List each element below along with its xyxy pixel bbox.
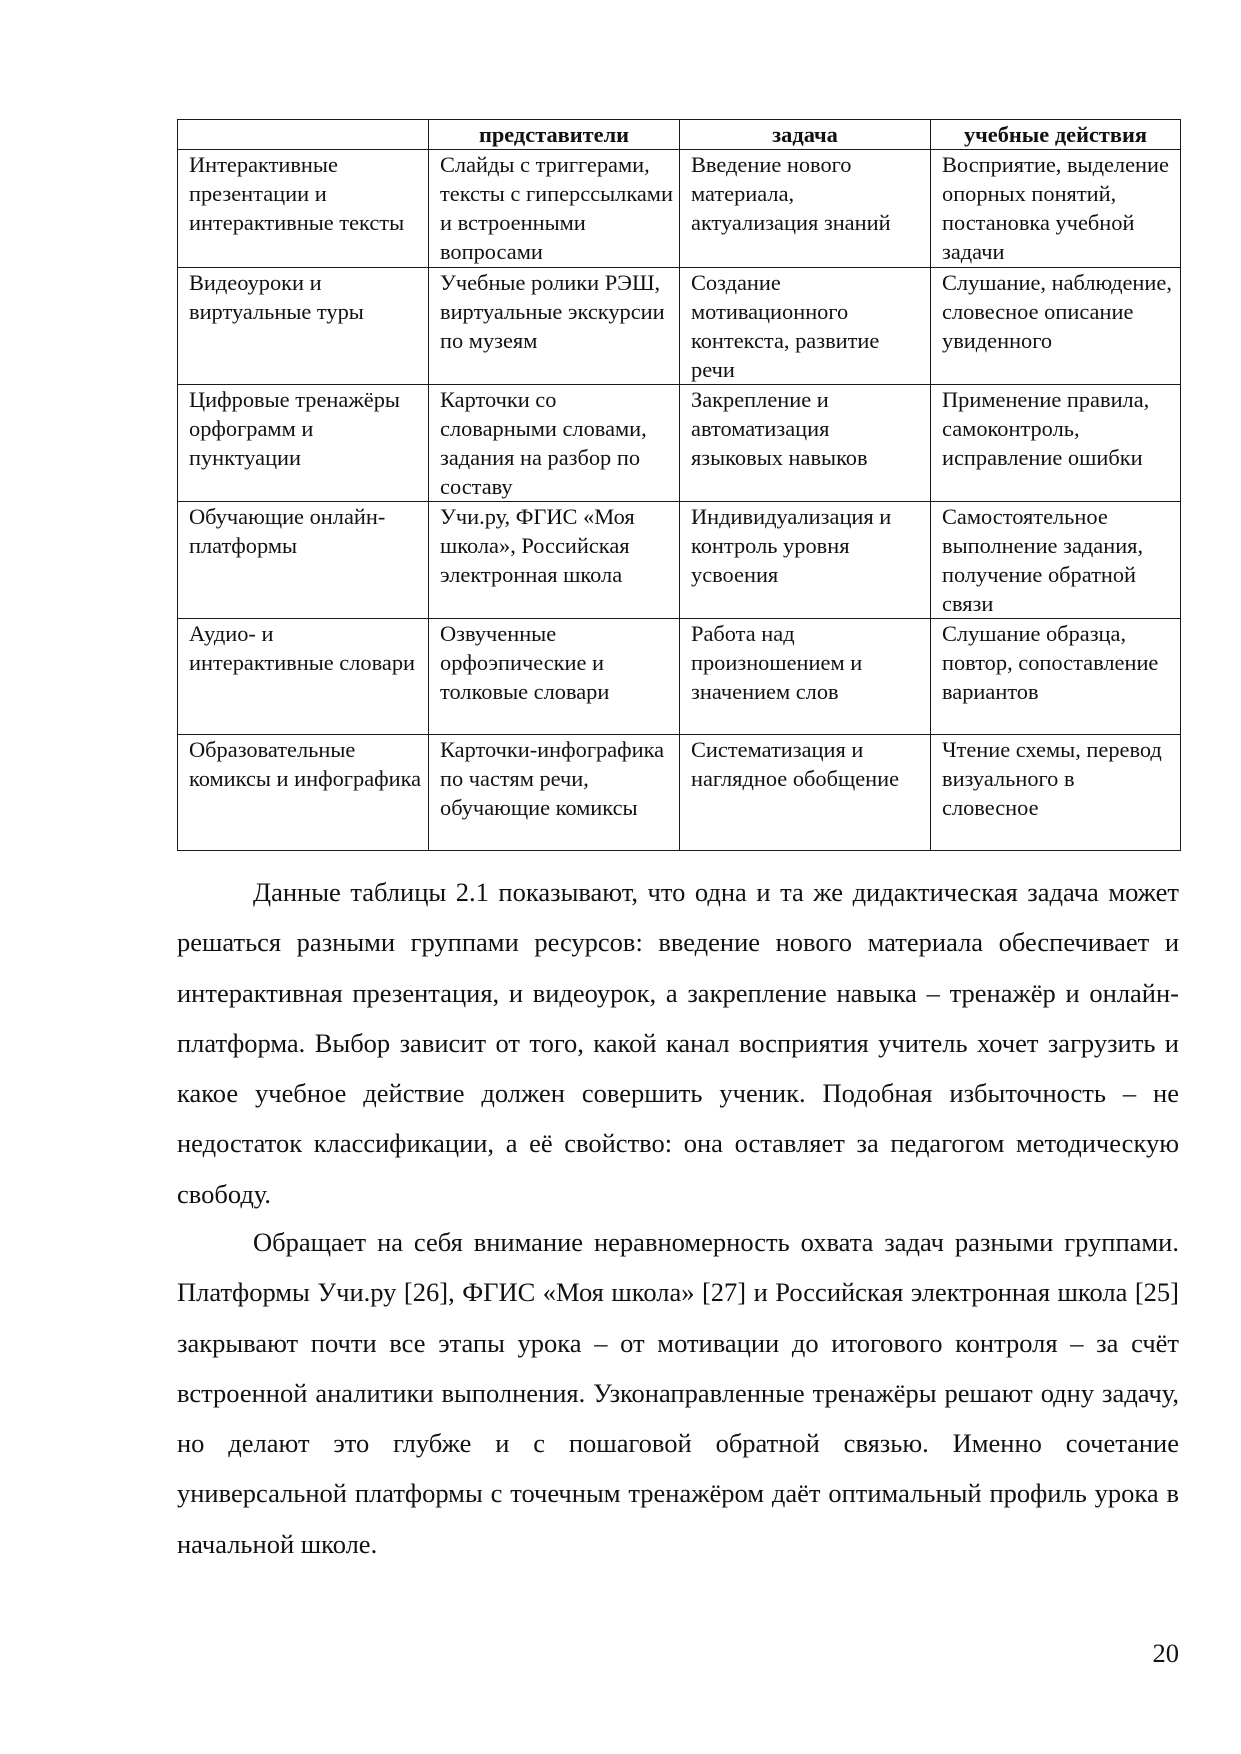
body-paragraph: Данные таблицы 2.1 показывают, что одна и та же дидактическая задача может решаться разными группами ресурсов: введение нового материала обеспечивает и интерактивная презентация, и видеоурок, а закрепление навыка – тренажёр и онлайн-платформа. Выбор зависит от того, какой канал восприятия учитель хочет загрузить и какое учебное действие должен совершить ученик. Подобная избыточность – не недостаток классификации, а её свойство: она оставляет за педагогом методическую свободу.	[177, 877, 1179, 1209]
table-row	[178, 502, 1181, 619]
table-row	[178, 735, 1181, 851]
table-cell-actions: Слушание, наблюдение, словесное описание увиденного	[931, 268, 1181, 385]
table-cell-group: Видеоуроки и виртуальные туры	[178, 268, 429, 385]
table-cell-actions: Чтение схемы, перевод визуального в словесное	[931, 735, 1181, 851]
table-cell-representatives: Карточки-инфографика по частям речи, обучающие комиксы	[429, 735, 680, 851]
header-representatives: представители	[429, 120, 680, 150]
table-cell-task: Введение нового материала, актуализация знаний	[680, 150, 931, 268]
table-cell-task: Систематизация и наглядное обобщение	[680, 735, 931, 851]
table-cell-representatives: Слайды с триггерами, тексты с гиперссылками и встроенными вопросами	[429, 150, 680, 268]
table-cell-actions: Применение правила, самоконтроль, исправление ошибки	[931, 385, 1181, 502]
table-cell-actions: Слушание образца, повтор, сопоставление вариантов	[931, 619, 1181, 735]
table-cell-task: Индивидуализация и контроль уровня усвоения	[680, 502, 931, 619]
table-header-row	[178, 120, 1181, 150]
table-row	[178, 268, 1181, 385]
table-cell-group: Цифровые тренажёры орфограмм и пунктуации	[178, 385, 429, 502]
table-row	[178, 150, 1181, 268]
resources-table	[177, 119, 1181, 851]
table-cell-representatives: Озвученные орфоэпические и толковые словари	[429, 619, 680, 735]
page-number: 20	[1152, 1638, 1179, 1668]
table-row	[178, 385, 1181, 502]
body-paragraph: Обращает на себя внимание неравномерность охвата задач разными группами. Платформы Учи.ру [26], ФГИС «Моя школа» [27] и Российская электронная школа [25] закрывают почти все этапы урока – от мотивации до итогового контроля – за счёт встроенной аналитики выполнения. Узконаправленные тренажёры решают одну задачу, но делают это глубже и с пошаговой обратной связью. Именно сочетание универсальной платформы с точечным тренажёром даёт оптимальный профиль урока в начальной школе.	[177, 1227, 1179, 1559]
table-cell-actions: Восприятие, выделение опорных понятий, постановка учебной задачи	[931, 150, 1181, 268]
table-cell-group: Обучающие онлайн-платформы	[178, 502, 429, 619]
table-cell-group: Образовательные комиксы и инфографика	[178, 735, 429, 851]
table-cell-group: Интерактивные презентации и интерактивные тексты	[178, 150, 429, 268]
table-cell-representatives: Учебные ролики РЭШ, виртуальные экскурсии по музеям	[429, 268, 680, 385]
table-cell-task: Закрепление и автоматизация языковых навыков	[680, 385, 931, 502]
table-cell-representatives: Карточки со словарными словами, задания на разбор по составу	[429, 385, 680, 502]
table-cell-actions: Самостоятельное выполнение задания, получение обратной связи	[931, 502, 1181, 619]
header-empty	[178, 120, 429, 150]
table-cell-group: Аудио- и интерактивные словари	[178, 619, 429, 735]
header-task: задача	[680, 120, 931, 150]
table-cell-task: Создание мотивационного контекста, развитие речи	[680, 268, 931, 385]
table-row	[178, 619, 1181, 735]
table-cell-task: Работа над произношением и значением слов	[680, 619, 931, 735]
header-learning-actions: учебные действия	[931, 120, 1181, 150]
table-cell-representatives: Учи.ру, ФГИС «Моя школа», Российская электронная школа	[429, 502, 680, 619]
